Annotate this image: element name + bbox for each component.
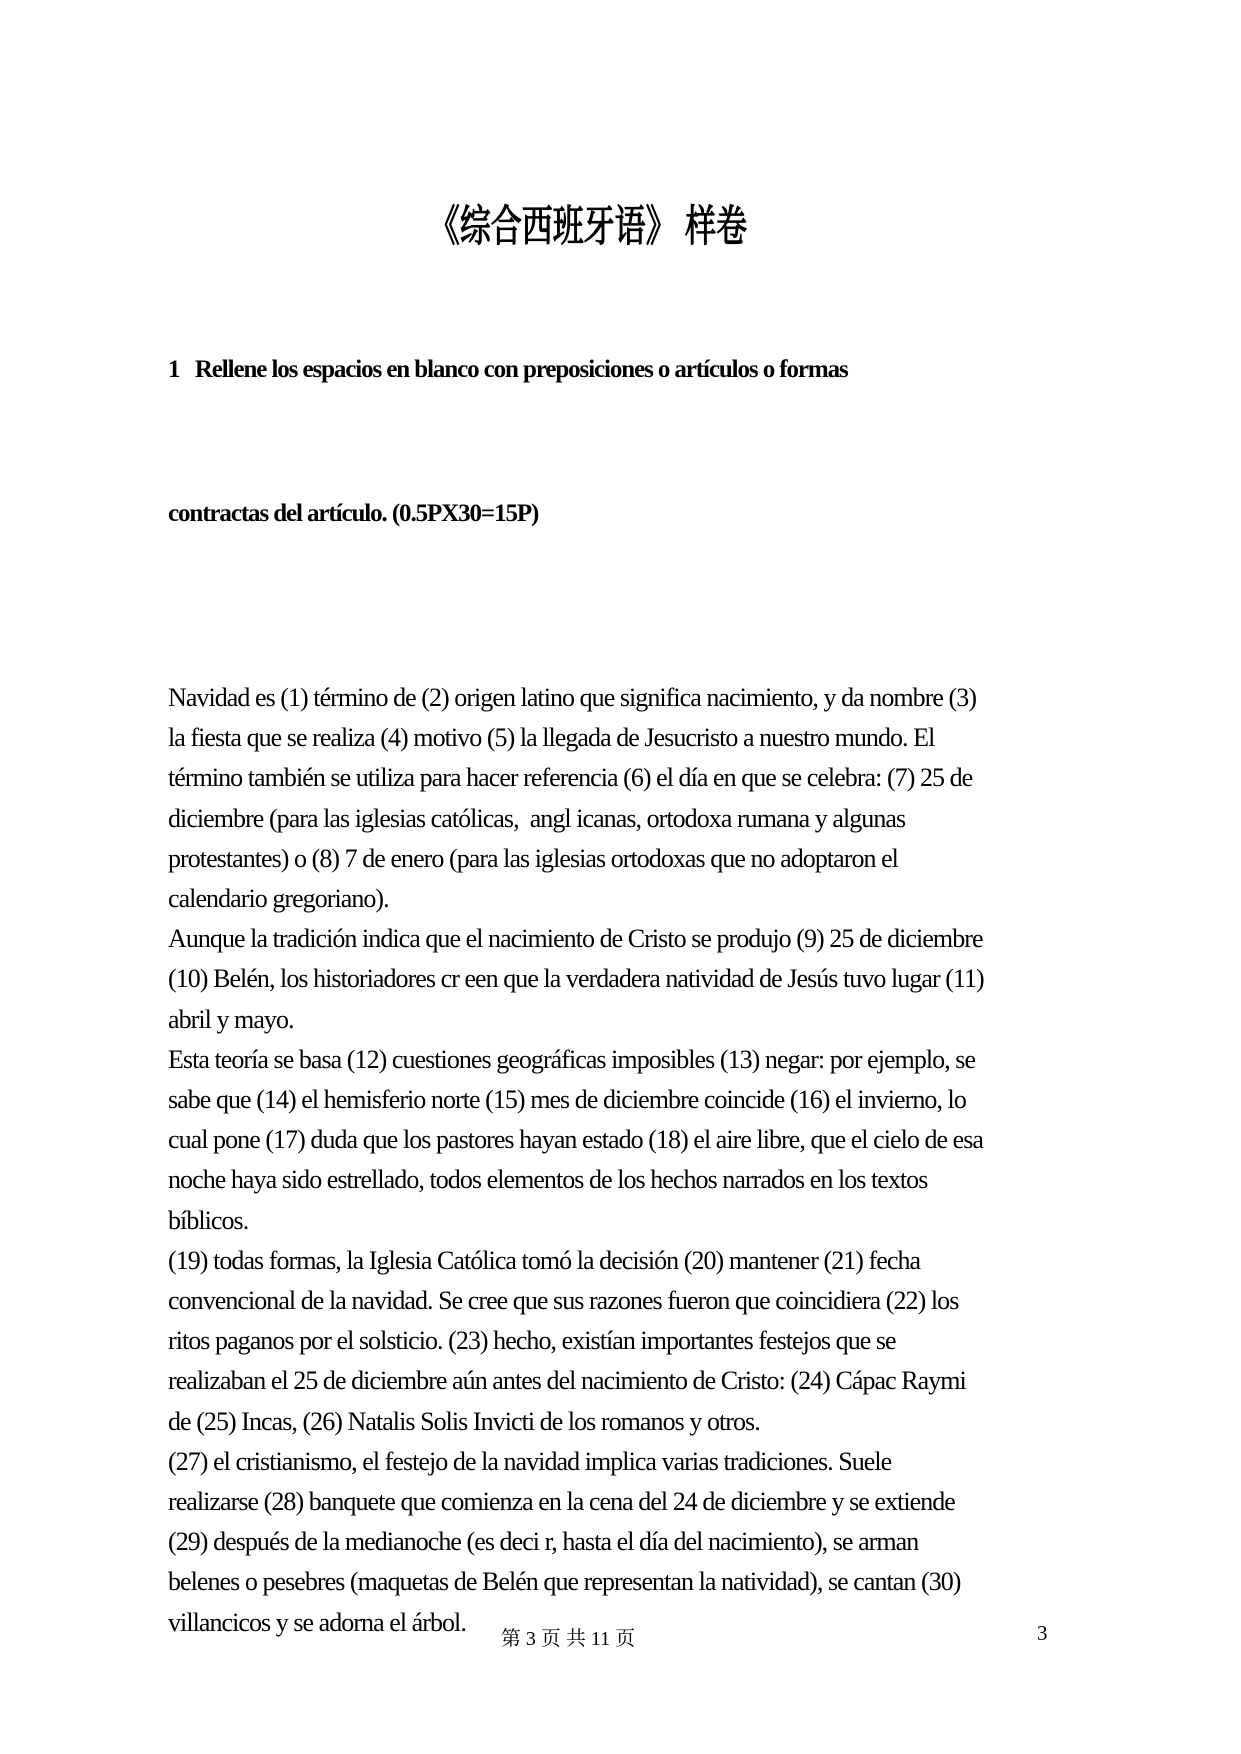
text-line: término también se utiliza para hacer referencia (6) el día en que se celebra: (7) 25 de <box>168 763 973 793</box>
text-line: diciembre (para las iglesias católicas, angl icanas, ortodoxa rumana y algunas <box>168 803 906 833</box>
text-line: noche haya sido estrellado, todos elementos de los hechos narrados en los textos <box>168 1165 928 1195</box>
text-line: (10) Belén, los historiadores cr een que la verdadera natividad de Jesús tuvo lugar (11) <box>168 964 984 994</box>
text-line: bíblicos. <box>168 1205 249 1235</box>
text-line: (19) todas formas, la Iglesia Católica tomó la decisión (20) mantener (21) fecha <box>168 1245 921 1275</box>
text-line: Aunque la tradición indica que el nacimiento de Cristo se produjo (9) 25 de diciembre <box>168 924 983 954</box>
text-line: Navidad es (1) término de (2) origen latino que significa nacimiento, y da nombre (3) <box>168 683 977 712</box>
text-line: de (25) Incas, (26) Natalis Solis Invicti de los romanos y otros. <box>168 1406 760 1436</box>
text-line: cual pone (17) duda que los pastores hayan estado (18) el aire libre, que el cielo de esa <box>168 1125 983 1155</box>
text-line: la fiesta que se realiza (4) motivo (5) la llegada de Jesucristo a nuestro mundo. El <box>168 723 935 753</box>
corner-page-number: 3 <box>1037 1621 1048 1645</box>
section-heading-line: contractas del artículo. (0.5PX30=15P) <box>168 500 539 527</box>
text-line: protestantes) o (8) 7 de enero (para las iglesias ortodoxas que no adoptaron el <box>168 843 898 873</box>
document-content <box>168 250 1073 1643</box>
footer-page-info: 第 3 页 共 11 页 <box>500 1628 636 1650</box>
section-heading-line: 1 Rellene los espacios en blanco con preposiciones o artículos o formas <box>168 356 848 383</box>
text-line: ritos paganos por el solsticio. (23) hecho, existían importantes festejos que se <box>168 1326 896 1356</box>
body-text <box>168 678 1073 1643</box>
text-line: convencional de la navidad. Se cree que sus razones fueron que coincidiera (22) los <box>168 1286 959 1316</box>
text-line: Esta teoría se basa (12) cuestiones geográficas imposibles (13) negar: por ejemplo, se <box>168 1044 976 1074</box>
text-line: (29) después de la medianoche (es deci r, hasta el día del nacimiento), se arman <box>168 1527 919 1557</box>
text-line: (27) el cristianismo, el festejo de la navidad implica varias tradiciones. Suele <box>168 1446 892 1476</box>
text-line: sabe que (14) el hemisferio norte (15) mes de diciembre coincide (16) el invierno, lo <box>168 1085 966 1115</box>
text-line: calendario gregoriano). <box>168 884 389 914</box>
text-line: realizaban el 25 de diciembre aún antes del nacimiento de Cristo: (24) Cápac Raymi <box>168 1366 966 1396</box>
text-line: villancicos y se adorna el árbol. <box>168 1607 466 1637</box>
text-line: belenes o pesebres (maquetas de Belén que representan la natividad), se cantan (30) <box>168 1567 961 1597</box>
text-line: abril y mayo. <box>168 1004 294 1034</box>
document-title-text: 《综合西班牙语》 样卷 <box>429 203 748 251</box>
text-line: realizarse (28) banquete que comienza en la cena del 24 de diciembre y se extiende <box>168 1487 955 1517</box>
section-heading <box>168 250 1073 634</box>
